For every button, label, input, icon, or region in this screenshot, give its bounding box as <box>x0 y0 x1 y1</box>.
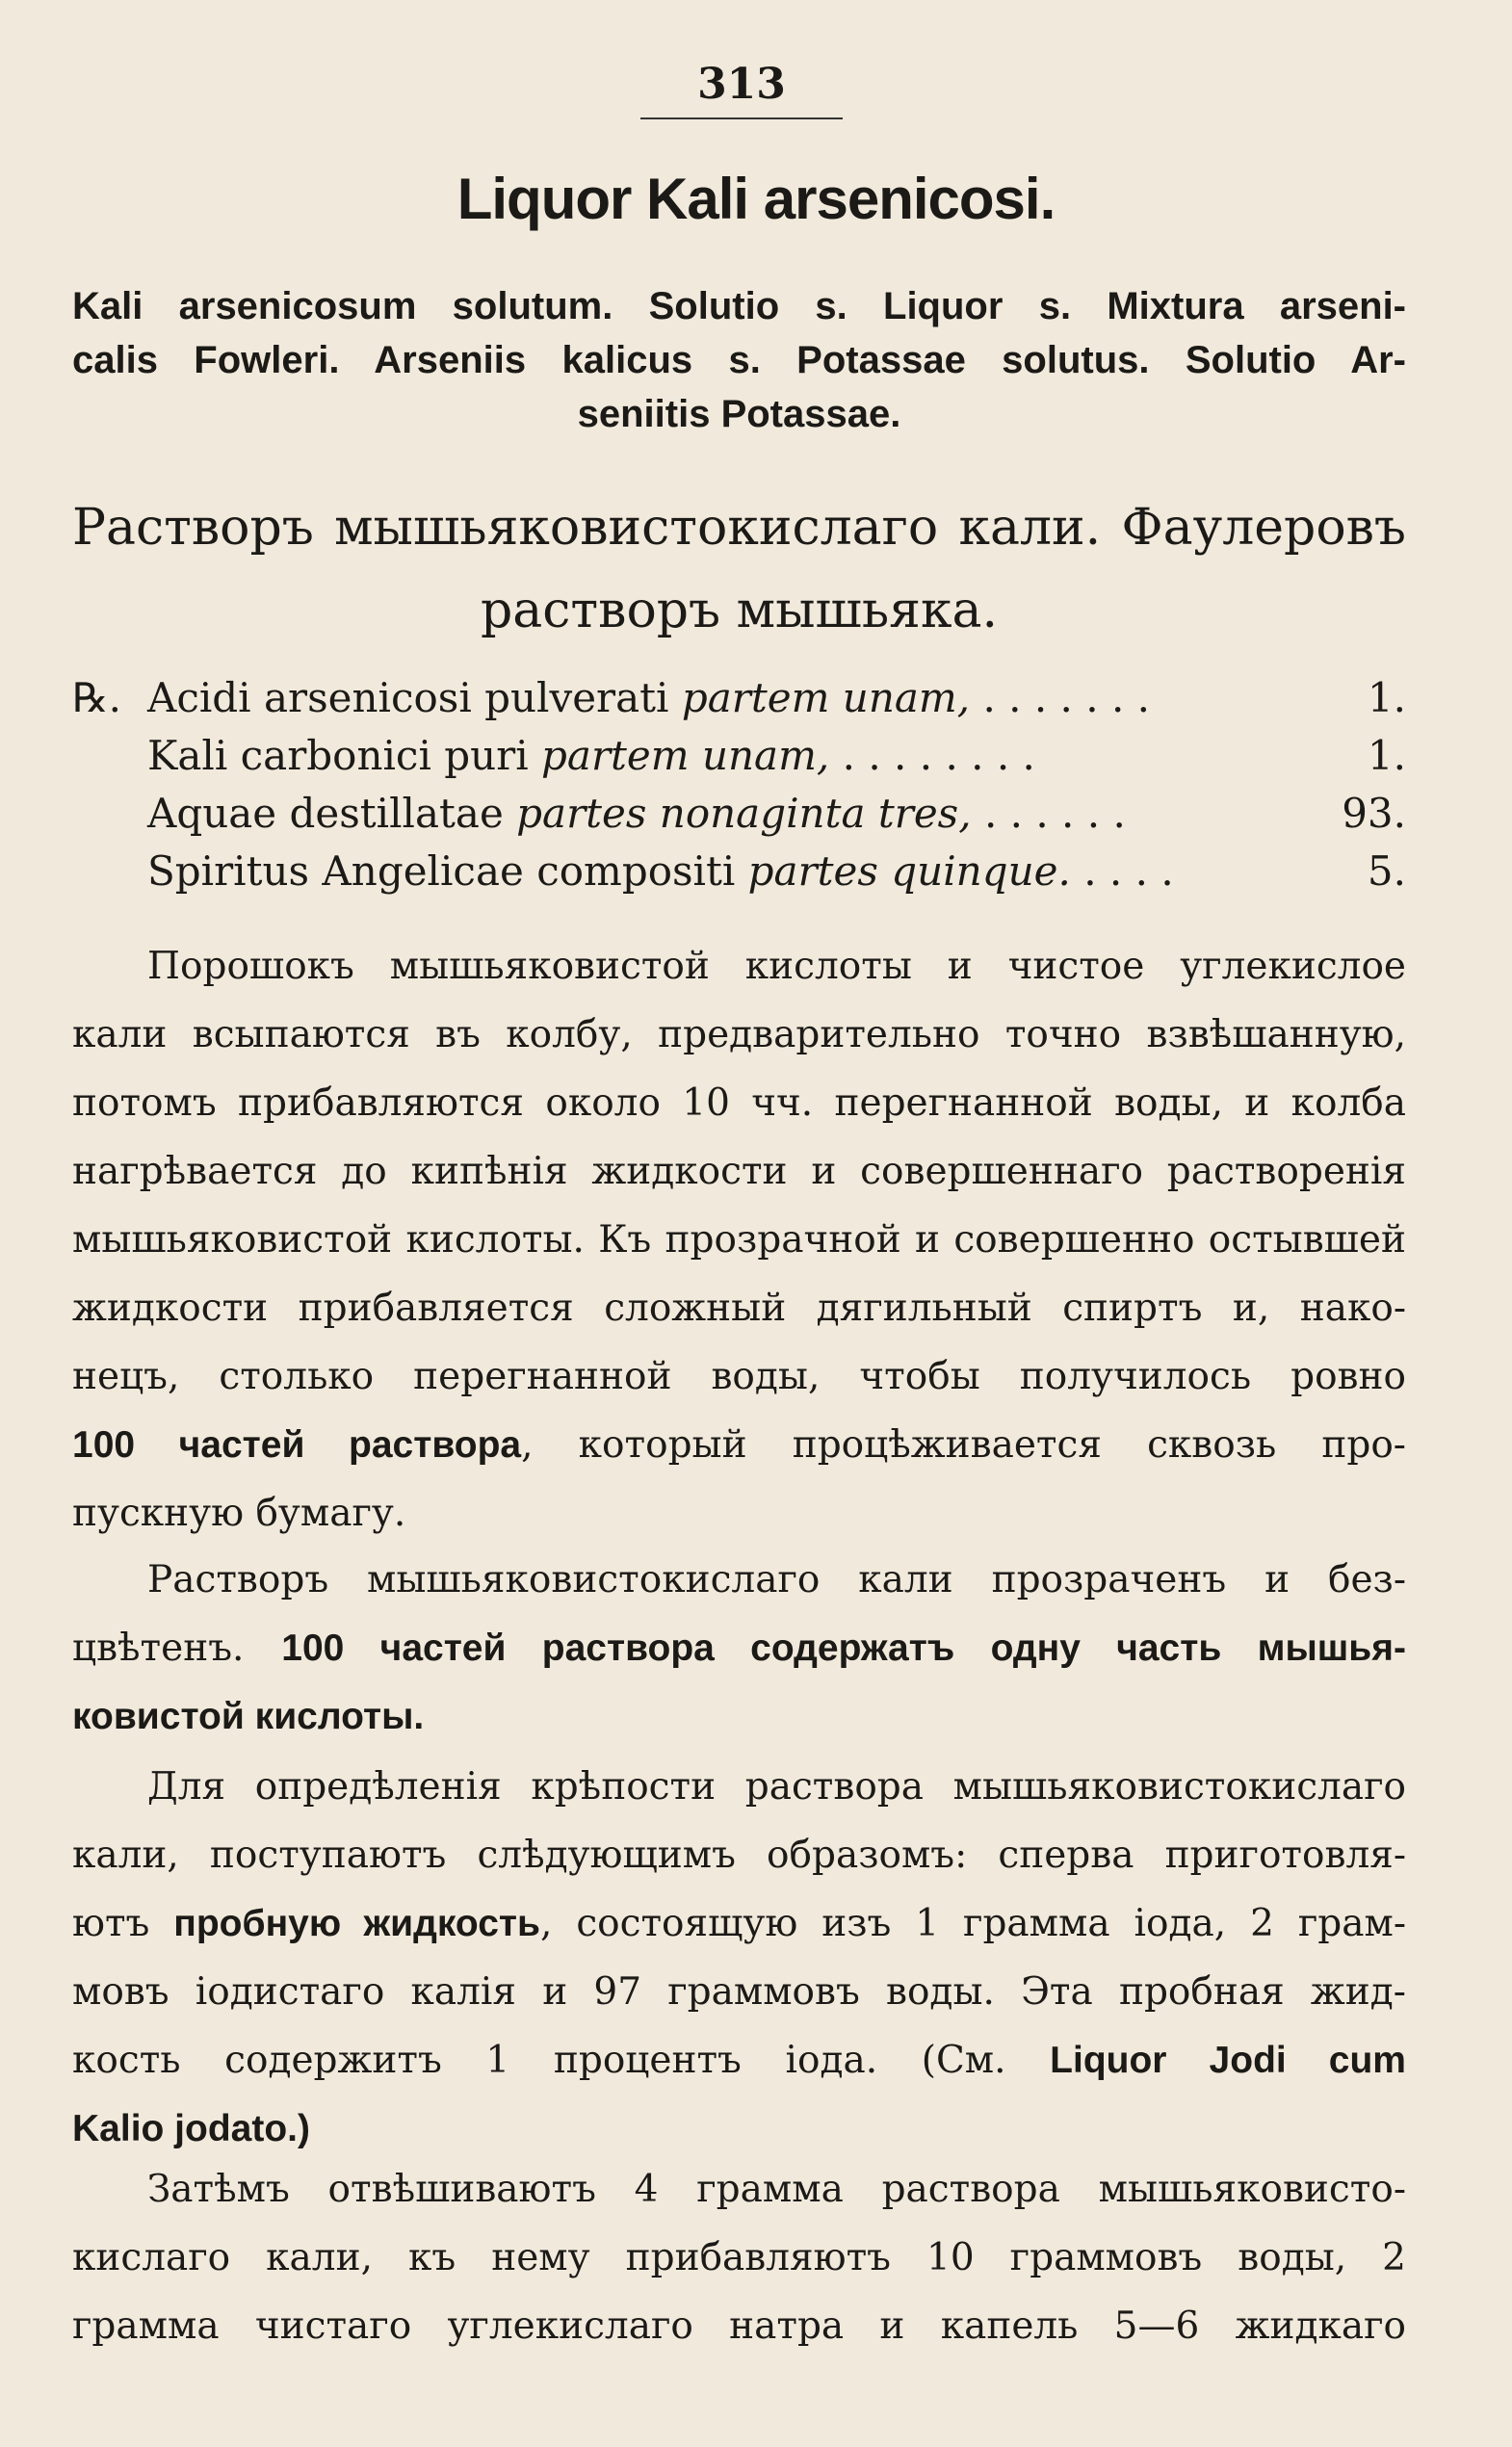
ingredient-amount: partem unam, <box>541 732 830 779</box>
ingredient-name: Spiritus Angelicae compositi <box>147 847 736 895</box>
recipe-row <box>72 843 1406 900</box>
article-title: Liquor Kali arsenicosi. <box>456 167 1056 231</box>
russian-title <box>72 486 1406 652</box>
text-fragment: кость содержитъ 1 процентъ іода. (См. <box>72 2039 1006 2082</box>
ingredient-amount: partem unam, <box>681 674 971 721</box>
text-line: потомъ прибавляются около 10 чч. перегнанной воды, и колба <box>72 1081 1406 1125</box>
text-line: грамма чистаго углекислаго натра и капель 5—6 жидкаго <box>72 2304 1406 2348</box>
latin-synonyms <box>72 279 1406 441</box>
text-line: жидкости прибавляется сложный дягильный спиртъ и, нако- <box>72 1287 1406 1330</box>
russian-title-line: Растворъ мышьяковистокислаго кали. Фаулеровъ <box>72 499 1406 557</box>
recipe <box>72 669 1406 900</box>
text-line: кали, поступаютъ слѣдующимъ образомъ: сперва приготовля- <box>72 1834 1406 1877</box>
recipe-row <box>72 727 1406 785</box>
leader-dots: . . . . . . . . <box>842 732 1035 779</box>
synonym-line: seniitis Potassae. <box>577 393 901 435</box>
text-fragment: цвѣтенъ. <box>72 1627 245 1670</box>
recipe-row <box>72 669 1406 727</box>
text-line: пускную бумагу. <box>72 1492 406 1535</box>
page-number: 313 <box>697 60 786 109</box>
text-line <box>72 2026 1406 2095</box>
recipe-symbol: ℞. <box>72 674 122 721</box>
ingredient-value: 1. <box>1367 732 1406 779</box>
text-fragment: ютъ <box>72 1902 150 1945</box>
russian-title-line: растворъ мышьяка. <box>481 582 998 639</box>
text-line: кислаго кали, къ нему прибавляютъ 10 граммовъ воды, 2 <box>72 2236 1406 2279</box>
text-line: Затѣмъ отвѣшиваютъ 4 грамма раствора мышьяковисто- <box>147 2168 1406 2211</box>
ingredient-amount: partes quinque. <box>747 847 1071 895</box>
text-line: Растворъ мышьяковистокислаго кали прозраченъ и без- <box>147 1558 1406 1601</box>
page-number-rule <box>640 117 843 119</box>
cross-reference: Liquor Jodi cum <box>1050 2040 1406 2081</box>
text-line: нагрѣвается до кипѣнія жидкости и совершеннаго растворенія <box>72 1150 1406 1193</box>
ingredient-amount: partes nonaginta tres, <box>516 790 972 837</box>
cross-reference: Kalio jodato.) <box>72 2108 310 2149</box>
ingredient-value: 93. <box>1342 790 1406 837</box>
paragraph-procedure <box>72 2155 1406 2360</box>
text-line: Порошокъ мышьяковистой кислоты и чистое углекислое <box>147 945 1406 988</box>
text-line <box>72 1682 1406 1751</box>
bold-term: 100 частей раствора <box>72 1424 522 1466</box>
ingredient-name: Aquae destillatae <box>147 790 504 837</box>
text-line <box>72 2095 1406 2163</box>
text-line <box>72 1889 1406 1958</box>
text-line: кали всыпаются въ колбу, предварительно точно взвѣшанную, <box>72 1013 1406 1056</box>
paragraph-assay <box>72 1753 1406 2163</box>
text-line <box>72 1614 1406 1682</box>
ingredient-name: Acidi arsenicosi pulverati <box>147 674 669 721</box>
leader-dots: . . . . . . . <box>982 674 1151 721</box>
leader-dots: . . . . <box>1083 847 1174 895</box>
text-line: мышьяковистой кислоты. Къ прозрачной и совершенно остывшей <box>72 1218 1406 1262</box>
text-line: Для опредѣленія крѣпости раствора мышьяковистокислаго <box>147 1765 1406 1809</box>
text-line: мовъ іодистаго калія и 97 граммовъ воды. Эта пробная жид- <box>72 1970 1406 2014</box>
leader-dots: . . . . . . <box>983 790 1126 837</box>
bold-statement: ковистой кислоты. <box>72 1696 425 1737</box>
text-line: нецъ, столько перегнанной воды, чтобы получилось ровно <box>72 1355 1406 1398</box>
text-fragment: , состоящую изъ 1 грамма іода, 2 грам- <box>539 1902 1406 1945</box>
ingredient-value: 1. <box>1367 674 1406 721</box>
paragraph-preparation <box>72 932 1406 1548</box>
paragraph-description <box>72 1546 1406 1751</box>
recipe-row <box>72 785 1406 843</box>
bold-term: пробную жидкость <box>173 1903 540 1944</box>
synonym-line: Kali arsenicosum solutum. Solutio s. Liquor s. Mixtura arseni- <box>72 285 1406 327</box>
text-fragment: , который процѣживается сквозь про- <box>521 1423 1406 1467</box>
synonym-line: calis Fowleri. Arseniis kalicus s. Potassae solutus. Solutio Ar- <box>72 339 1406 381</box>
ingredient-name: Kali carbonici puri <box>147 732 529 779</box>
ingredient-value: 5. <box>1367 847 1406 895</box>
bold-statement: 100 частей раствора содержатъ одну часть мышья- <box>281 1627 1406 1669</box>
text-line <box>72 1411 1406 1479</box>
